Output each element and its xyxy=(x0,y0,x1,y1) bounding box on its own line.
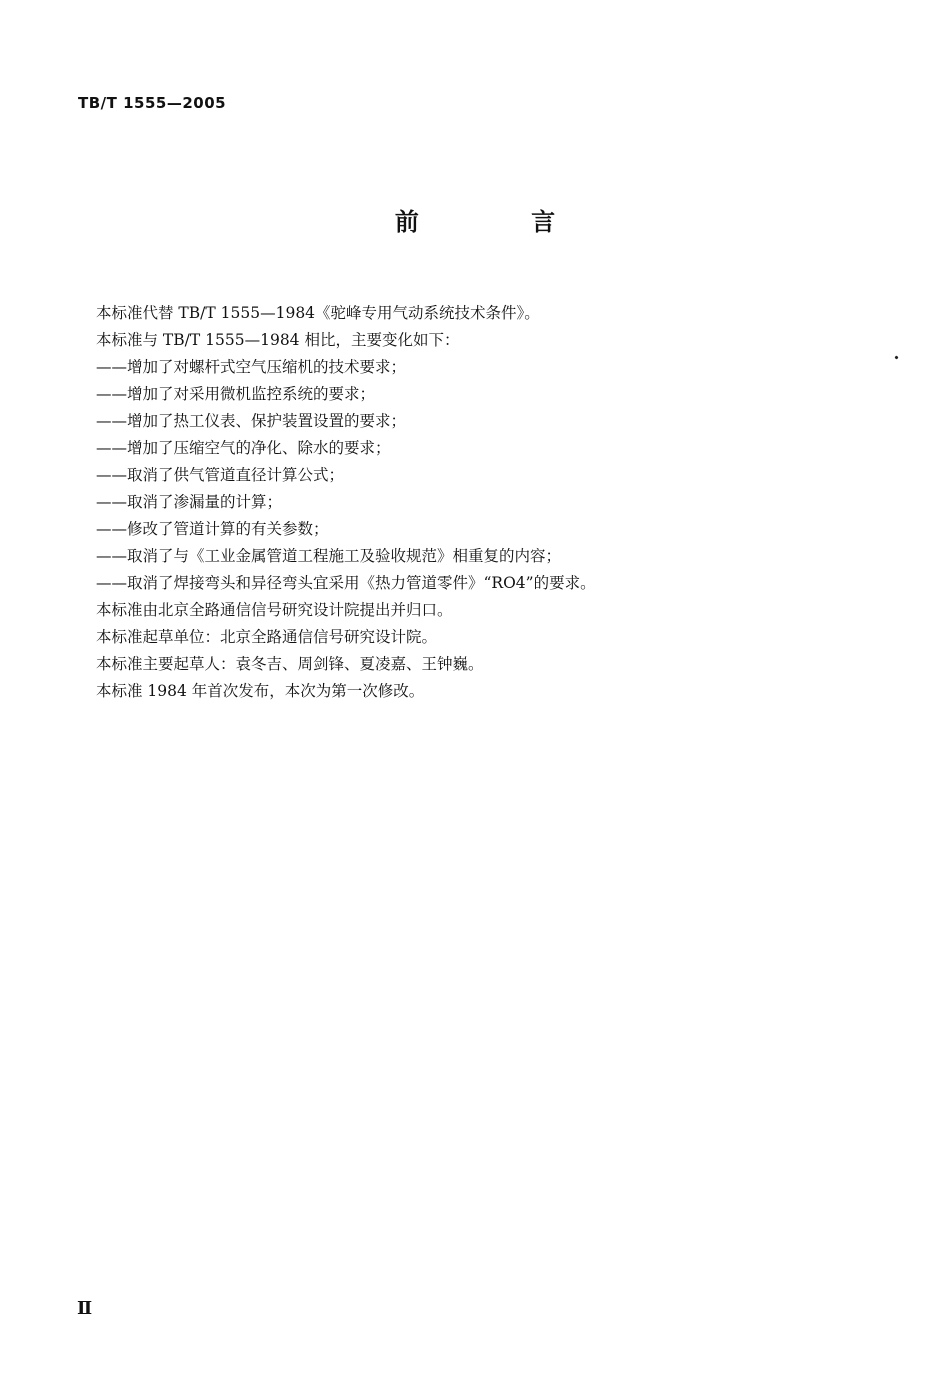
paragraph-proposer: 本标准由北京全路通信信号研究设计院提出并归口。 xyxy=(96,601,453,619)
change-item: ——增加了对采用微机监控系统的要求； xyxy=(96,385,376,403)
change-item: ——增加了对螺杆式空气压缩机的技术要求； xyxy=(96,358,407,376)
paragraph-drafters: 本标准主要起草人：袁冬吉、周剑锋、夏凌嘉、王钟巍。 xyxy=(96,655,484,673)
change-item: ——取消了焊接弯头和异径弯头宜采用《热力管道零件》“RO4”的要求。 xyxy=(96,574,596,592)
change-item: ——取消了供气管道直径计算公式； xyxy=(96,466,345,484)
change-item: ——取消了渗漏量的计算； xyxy=(96,493,283,511)
paragraph-history: 本标准 1984 年首次发布，本次为第一次修改。 xyxy=(96,682,425,700)
paragraph-replaces: 本标准代替 TB/T 1555—1984《驼峰专用气动系统技术条件》。 xyxy=(96,304,540,322)
change-item: ——增加了压缩空气的净化、除水的要求； xyxy=(96,439,391,457)
paragraph-drafting-unit: 本标准起草单位：北京全路通信信号研究设计院。 xyxy=(96,628,438,646)
standard-code: TB/T 1555—2005 xyxy=(78,94,227,112)
page-number: Ⅱ xyxy=(77,1298,93,1319)
foreword-body xyxy=(96,300,896,705)
change-item: ——增加了热工仪表、保护装置设置的要求； xyxy=(96,412,407,430)
paragraph-main-changes: 本标准与 TB/T 1555—1984 相比，主要变化如下： xyxy=(96,331,460,349)
change-item: ——取消了与《工业金属管道工程施工及验收规范》相重复的内容； xyxy=(96,547,562,565)
page-title: 前 言 xyxy=(394,208,608,236)
change-item: ——修改了管道计算的有关参数； xyxy=(96,520,329,538)
